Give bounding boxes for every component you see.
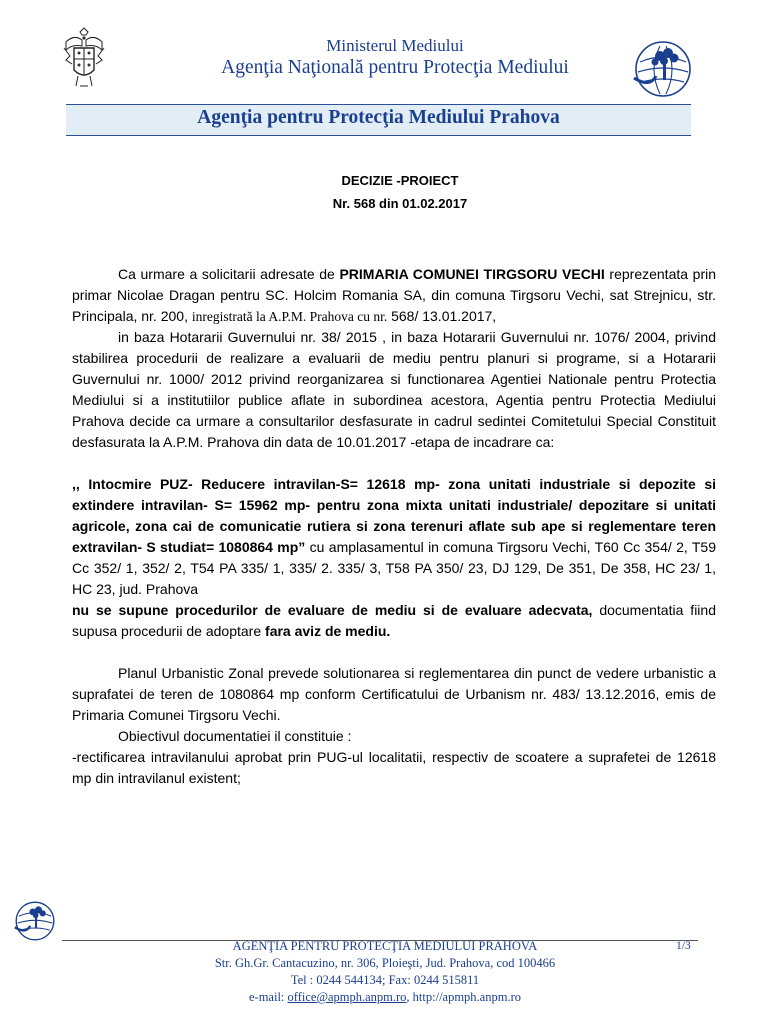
ministry-name: Ministerul Mediului [326, 36, 464, 55]
contact-separator: , [406, 990, 413, 1004]
request-intro: Ca urmare a solicitarii adresate de [118, 266, 340, 282]
footer-address: Str. Gh.Gr. Cantacuzino, nr. 306, Ploieşti, Jud. Prahova, cod 100466 [214, 956, 556, 970]
paragraph-decision [72, 600, 716, 642]
decision-text: documentatia fiind supusa procedurii de adoptare [72, 602, 716, 639]
spacer [72, 453, 716, 474]
footer-agency-name: AGENŢIA PENTRU PROTECŢIA MEDIULUI PRAHOVA [232, 939, 538, 953]
national-agency-name: Agenţia Naţională pentru Protecţia Mediului [221, 57, 569, 78]
footer-contact [120, 990, 650, 1005]
registration-text: inregistrată la A.P.M. Prahova cu nr. [191, 309, 388, 324]
page-number: 1/3 [676, 940, 691, 952]
footer-phone: Tel : 0244 544134; Fax: 0244 515811 [290, 973, 480, 987]
website-link[interactable]: http://apmph.anpm.ro [412, 990, 521, 1004]
paragraph-rectification: -rectificarea intravilanului aprobat prin PUG-ul localitatii, respectiv de scoatere a suprafetei de 12618 mp din intravilanul existent; [72, 749, 716, 786]
paragraph-objective: Obiectivul documentatiei il constituie : [118, 728, 352, 744]
spacer [72, 642, 716, 663]
request-details: reprezentata prin primar Nicolae Dragan pentru SC. Holcim Romania SA, din comuna Tirgsoru Vechi, sat Strejnicu, str. Principala, nr. 200, [72, 266, 716, 324]
applicant-name: PRIMARIA COMUNEI TIRGSORU VECHI [339, 266, 605, 282]
paragraph-puz: Planul Urbanistic Zonal prevede solutionarea si reglementarea din punct de vedere urbanistic a suprafatei de teren de 1080864 mp conform Certificatului de Urbanism nr. 483/ 13.12.2016, emis de Primaria Comunei Tirgsoru Vechi. [72, 665, 716, 723]
footer-agency-logo-icon [12, 898, 58, 944]
paragraph-plan-title [72, 474, 716, 600]
email-link[interactable]: office@apmph.anpm.ro [287, 990, 407, 1004]
coat-of-arms-icon [60, 26, 108, 92]
paragraph-legal-basis: in baza Hotararii Guvernului nr. 38/ 2015 , in baza Hotararii Guvernului nr. 1076/ 2004, privind stabilirea procedurii de realizare a evaluarii de mediu pentru planuri si programe, si a Hotararii Guvernului nr. 1000/ 2012 privind reorganizarea si functionarea Agentiei Nationale pentru Protectia Mediului si a institutiilor publice aflate in subordinea acestora, Agentia pentru Protectia Mediului Prahova decide ca urmare a consultarilor desfasurate in cadrul sedintei Comitetului Special Constituit desfasurata la A.P.M. Prahova din data de 10.01.2017 -etapa de incadrare ca: [72, 329, 716, 450]
document-number: Nr. 568 din 01.02.2017 [332, 196, 468, 211]
decision-statement: nu se supune procedurilor de evaluare de mediu si de evaluare adecvata, [72, 602, 593, 618]
plan-location: cu amplasamentul in comuna Tirgsoru Vechi, T60 Cc 354/ 2, T59 Cc 352/ 1, 352/ 2, T54 PA 335/ 1, 335/ 2. 335/ 3, T58 PA 350/ 23, DJ 129, De 351, De 358, HC 23/ 1, HC 23, jud. Prahova [72, 539, 716, 597]
agency-logo-icon [630, 36, 696, 102]
registration-number: 568/ 13.01.2017, [387, 308, 497, 324]
plan-title: ,, Intocmire PUZ- Reducere intravilan-S= 12618 mp- zona unitati industriale si depozite si extindere intravilan- S= 15962 mp- pentru zona mixta unitati industriale/ depozitare si unitati agricole, zona cai de comunicatie rutiera si zona terenuri aflate sub ape si reglementare teren extravilan- S studiat= 1080864 mp” [72, 476, 716, 555]
paragraph-request [72, 264, 716, 327]
decision-outcome: fara aviz de mediu. [265, 623, 391, 639]
document-type: DECIZIE -PROIECT [341, 173, 459, 188]
regional-agency-name: Agenţia pentru Protecţia Mediului Prahova [197, 107, 560, 128]
email-label: e-mail: [249, 990, 288, 1004]
document-body [72, 264, 716, 789]
